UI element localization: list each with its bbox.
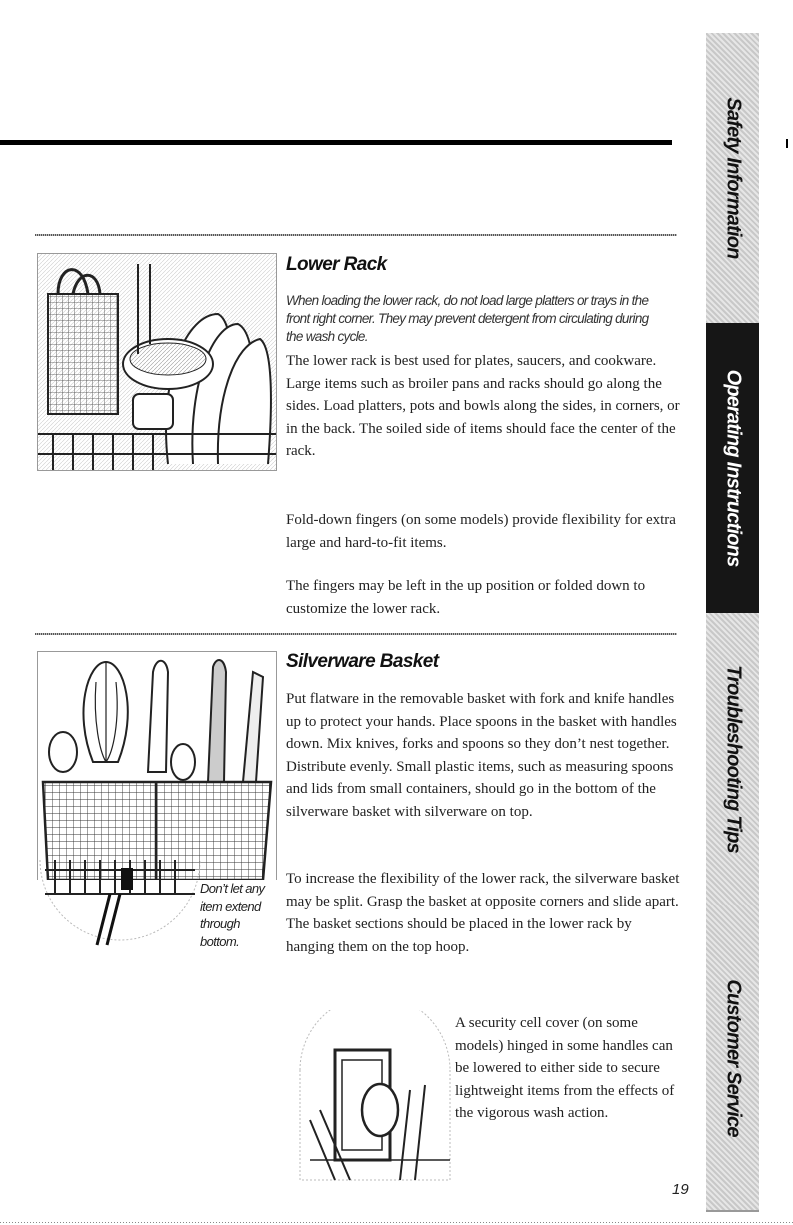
- lower-rack-paragraph: The fingers may be left in the up position or folded down to customize the lower rack.: [286, 578, 646, 617]
- silverware-basket-heading: Silverware Basket: [286, 651, 439, 672]
- page-bottom-rule: [0, 1222, 793, 1223]
- tab-label: Customer Service: [722, 978, 744, 1137]
- tab-divider: [706, 1210, 759, 1212]
- basket-bottom-detail: [35, 850, 205, 960]
- margin-tick: [786, 139, 788, 148]
- tab-safety-information[interactable]: [706, 33, 759, 323]
- lower-rack-heading: Lower Rack: [286, 254, 387, 275]
- tab-customer-service[interactable]: [706, 905, 759, 1210]
- security-cell-text: A security cell cover (on some models) hinged in some handles can be lowered to either side to secure lightweight items from the effects of the vigorous wash action.: [455, 1015, 675, 1121]
- lower-rack-illustration: [37, 253, 277, 471]
- lower-rack-caution: When loading the lower rack, do not load large platters or trays in the front right corner. They may prevent detergent from circulating during the wash cycle.: [286, 293, 649, 344]
- tab-label: Safety Information: [722, 97, 744, 259]
- header-rule: [0, 140, 672, 145]
- page-number: 19: [672, 1181, 689, 1198]
- silverware-basket-illustration: [37, 651, 277, 880]
- security-cell-illustration: [290, 1010, 460, 1190]
- section-divider: [35, 633, 677, 635]
- lower-rack-paragraph: The lower rack is best used for plates, saucers, and cookware. Large items such as broiler pans and racks should go along the sides. Load platters, pots and bowls along the sides, in corners, or in the back. The soiled side of items should face the center of the rack.: [286, 353, 680, 459]
- tab-operating-instructions[interactable]: [706, 323, 759, 613]
- bottom-callout: Don’t let any item extend through bottom.: [200, 881, 265, 949]
- silverware-paragraph: Put flatware in the removable basket with fork and knife handles up to protect your hands. Place spoons in the basket with handles down. Mix knives, forks and spoons so they don’t nest together. Distribute evenly. Small plastic items, such as measuring spoons and lids from small containers, should go in the bottom of the silverware basket with silverware on top.: [286, 691, 677, 820]
- silverware-paragraph: To increase the flexibility of the lower rack, the silverware basket may be split. Grasp the basket at opposite corners and slide apart. The basket sections should be placed in the lower rack by hanging them on the top hoop.: [286, 871, 680, 955]
- tab-label: Troubleshooting Tips: [722, 665, 744, 853]
- tab-troubleshooting-tips[interactable]: [706, 613, 759, 905]
- lower-rack-paragraph: Fold-down fingers (on some models) provide flexibility for extra large and hard-to-fit items.: [286, 512, 676, 551]
- tab-label: Operating Instructions: [722, 369, 744, 567]
- section-divider: [35, 234, 677, 236]
